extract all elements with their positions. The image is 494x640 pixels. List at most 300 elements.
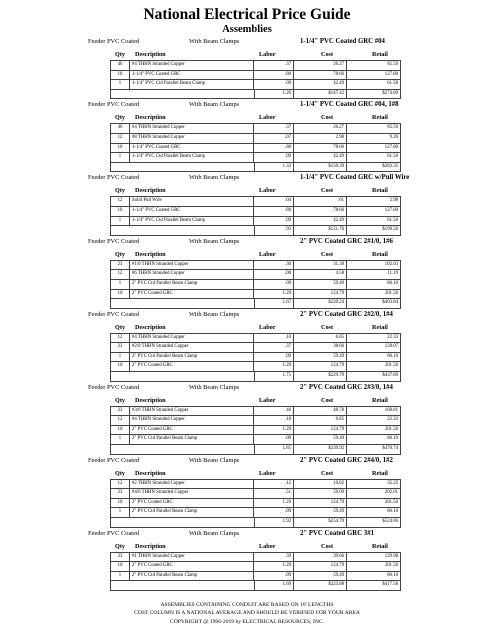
- table-row: [111, 498, 400, 508]
- qty-cell: 10: [111, 426, 130, 435]
- retail-cell: 128.07: [384, 344, 398, 350]
- column-header-retail: Retail: [372, 187, 388, 195]
- cost-cell: 78.66: [294, 71, 347, 80]
- section-mounting: With Beam Clamps: [189, 310, 240, 318]
- labor-cell: 1.20: [254, 426, 294, 435]
- labor-cell: .12: [254, 480, 294, 489]
- column-header-description: Description: [135, 323, 166, 331]
- column-header-qty: Qty: [115, 51, 125, 58]
- qty-cell: 12: [111, 197, 130, 206]
- labor-cell: .07: [254, 134, 294, 143]
- table-row: [111, 361, 400, 371]
- section-category: Feeder PVC Coated: [88, 456, 140, 464]
- total-qty-blank: [111, 581, 129, 590]
- labor-cell: .09: [254, 572, 294, 581]
- labor-cell: .46: [254, 407, 294, 416]
- section-mounting: With Beam Clamps: [189, 237, 240, 245]
- cost-cell: 59.69: [294, 489, 347, 498]
- description-cell: 1-1/4" PVC Coated GRC: [129, 71, 254, 80]
- description-cell: #4 THHN Stranded Copper: [129, 124, 254, 133]
- table-row: [111, 152, 400, 162]
- table-row: [111, 488, 400, 498]
- retail-cell: 201.50: [384, 363, 398, 369]
- qty-cell: 10: [111, 362, 130, 371]
- cost-cell: 124.79: [294, 426, 347, 435]
- retail-cell: 201.50: [384, 290, 398, 296]
- cost-cell: 6.85: [294, 334, 347, 343]
- column-header-qty: Qty: [115, 542, 125, 550]
- column-header-labor: Labor: [259, 323, 276, 331]
- qty-cell: 10: [111, 144, 130, 153]
- section-title: 1-1/4" PVC Coated GRC #04, 1#8: [300, 101, 399, 109]
- assembly-table: [110, 123, 401, 172]
- description-cell: 2" PVC Coated GRC: [129, 499, 254, 508]
- labor-cell: .09: [254, 280, 294, 289]
- description-cell: 2" PVC Coated GRC: [129, 562, 254, 571]
- column-header-cost: Cost: [321, 51, 334, 58]
- qty-cell: 12: [111, 270, 130, 279]
- column-headers: [0, 467, 494, 479]
- labor-cell: .37: [254, 343, 294, 352]
- assembly-section: [0, 36, 494, 99]
- column-header-qty: Qty: [115, 469, 125, 477]
- description-cell: #4 THHN Stranded Copper: [129, 61, 254, 70]
- table-row: [111, 571, 400, 581]
- section-header: [0, 309, 494, 321]
- retail-cell: 86.10: [387, 280, 398, 286]
- description-cell: 2" PVC Coated GRC: [129, 362, 254, 371]
- section-header: [0, 99, 494, 111]
- qty-cell: 1: [111, 353, 130, 362]
- qty-cell: 46: [111, 61, 130, 70]
- labor-cell: .80: [254, 71, 294, 80]
- assembly-section: [0, 309, 494, 382]
- table-row: [111, 333, 400, 343]
- section-mounting: With Beam Clamps: [189, 529, 240, 537]
- column-header-qty: Qty: [115, 323, 125, 331]
- total-labor-cell: 1.67: [254, 299, 294, 308]
- retail-cell: 61.50: [387, 217, 398, 223]
- total-row: [111, 298, 400, 309]
- qty-cell: 10: [111, 499, 130, 508]
- description-cell: 1-1/4" PVC Coated GRC: [129, 207, 254, 216]
- column-header-retail: Retail: [372, 542, 388, 550]
- retail-cell: 127.80: [384, 144, 398, 150]
- cost-cell: 10.82: [294, 480, 347, 489]
- table-row: [111, 206, 400, 216]
- column-header-qty: Qty: [115, 114, 125, 122]
- retail-cell: 22.33: [387, 417, 398, 423]
- column-header-retail: Retail: [372, 323, 388, 331]
- section-category: Feeder PVC Coated: [88, 38, 140, 45]
- table-row: [111, 552, 400, 562]
- cost-cell: 124.79: [294, 499, 347, 508]
- total-desc-blank: [129, 299, 254, 308]
- column-headers: [0, 184, 494, 196]
- column-header-labor: Labor: [259, 469, 276, 477]
- column-header-labor: Labor: [259, 542, 276, 550]
- labor-cell: .08: [254, 270, 294, 279]
- retail-cell: 127.80: [384, 71, 398, 77]
- section-header: [0, 36, 494, 48]
- retail-cell: 201.50: [384, 426, 398, 432]
- qty-cell: 23: [111, 407, 130, 416]
- labor-cell: 1.20: [254, 290, 294, 299]
- column-header-description: Description: [135, 250, 166, 258]
- section-header: [0, 455, 494, 467]
- qty-cell: 1: [111, 435, 130, 444]
- column-headers: [0, 111, 494, 123]
- section-category: Feeder PVC Coated: [88, 383, 140, 391]
- assembly-section: [0, 172, 494, 235]
- cost-cell: .61: [294, 197, 347, 206]
- retail-cell: 61.50: [387, 154, 398, 160]
- column-headers: [0, 321, 494, 333]
- description-cell: #4/0 THHN Stranded Copper: [129, 489, 254, 498]
- assembly-table: [110, 406, 401, 455]
- labor-cell: .09: [254, 508, 294, 517]
- description-cell: #6 THHN Stranded Copper: [129, 270, 254, 279]
- section-title: 2" PVC Coated GRC 2#4/0, 1#2: [300, 456, 393, 464]
- total-desc-blank: [129, 226, 254, 235]
- column-header-description: Description: [135, 114, 166, 122]
- total-desc-blank: [129, 163, 254, 172]
- description-cell: 2" PVC Ctd Parallel Beam Clamp: [129, 435, 254, 444]
- cost-cell: 59.49: [294, 572, 347, 581]
- labor-cell: .09: [254, 217, 294, 226]
- total-qty-blank: [111, 372, 129, 381]
- cost-cell: 2.98: [294, 134, 347, 143]
- column-header-description: Description: [135, 51, 166, 58]
- column-header-retail: Retail: [372, 250, 388, 258]
- table-row: [111, 434, 400, 444]
- total-qty-blank: [111, 90, 129, 99]
- cost-cell: 31.38: [294, 261, 347, 270]
- footer-note-cost: COST COLUMN IS A NATIONAL AVERAGE AND SHOULD BE VERIFIED FOR YOUR AREA: [134, 610, 360, 617]
- retail-cell: 22.33: [387, 334, 398, 340]
- column-header-labor: Labor: [259, 51, 276, 58]
- description-cell: 2" PVC Ctd Parallel Beam Clamp: [129, 572, 254, 581]
- qty-cell: 1: [111, 80, 130, 89]
- total-qty-blank: [111, 163, 129, 172]
- total-cost-cell: $220.24: [294, 299, 347, 308]
- total-cost-cell: $150.39: [294, 163, 347, 172]
- cost-cell: 124.79: [294, 362, 347, 371]
- retail-cell: 86.10: [387, 436, 398, 442]
- total-retail-cell: $274.89: [382, 90, 398, 96]
- section-category: Feeder PVC Coated: [88, 237, 140, 245]
- column-header-description: Description: [135, 187, 166, 195]
- total-labor-cell: 1.26: [254, 90, 294, 99]
- retail-cell: 85.59: [387, 125, 398, 131]
- retail-cell: 85.59: [387, 62, 398, 67]
- cost-cell: 48.78: [294, 407, 347, 416]
- labor-cell: .09: [254, 153, 294, 162]
- table-row: [111, 269, 400, 279]
- total-row: [111, 580, 400, 591]
- qty-cell: 12: [111, 334, 130, 343]
- column-header-labor: Labor: [259, 396, 276, 404]
- qty-cell: 10: [111, 290, 130, 299]
- column-header-cost: Cost: [321, 187, 334, 195]
- section-title: 2" PVC Coated GRC 2#2/0, 1#4: [300, 310, 393, 318]
- column-header-retail: Retail: [372, 51, 388, 58]
- qty-cell: 23: [111, 261, 130, 270]
- total-labor-cell: 1.75: [254, 372, 294, 381]
- total-desc-blank: [129, 445, 254, 454]
- cost-cell: 59.49: [294, 353, 347, 362]
- description-cell: 1-1/4" PVC Ctd Parallel Beam Clamp: [129, 217, 254, 226]
- column-header-cost: Cost: [321, 323, 334, 331]
- total-cost-cell: $239.92: [294, 445, 347, 454]
- cost-cell: 78.66: [294, 207, 347, 216]
- section-mounting: With Beam Clamps: [189, 174, 240, 182]
- section-header: [0, 382, 494, 394]
- cost-cell: 42.49: [294, 217, 347, 226]
- retail-cell: 86.10: [387, 509, 398, 515]
- retail-cell: 61.50: [387, 81, 398, 87]
- section-title: 1-1/4" PVC Coated GRC #04: [300, 38, 385, 45]
- section-title: 2" PVC Coated GRC 3#1: [300, 529, 375, 537]
- section-mounting: With Beam Clamps: [189, 456, 240, 464]
- retail-cell: 102.03: [384, 261, 398, 267]
- labor-cell: .09: [254, 435, 294, 444]
- column-header-retail: Retail: [372, 114, 388, 122]
- labor-cell: .51: [254, 489, 294, 498]
- description-cell: 2" PVC Coated GRC: [129, 426, 254, 435]
- total-retail-cell: $283.35: [382, 163, 398, 169]
- total-row: [111, 371, 400, 382]
- cost-cell: 6.85: [294, 416, 347, 425]
- section-category: Feeder PVC Coated: [88, 310, 140, 318]
- qty-cell: 33: [111, 553, 130, 562]
- total-retail-cell: $437.89: [382, 373, 398, 379]
- description-cell: #8 THHN Stranded Copper: [129, 134, 254, 143]
- section-header: [0, 172, 494, 184]
- cost-cell: 4.58: [294, 270, 347, 279]
- column-headers: [0, 394, 494, 406]
- description-cell: 2" PVC Ctd Parallel Beam Clamp: [129, 280, 254, 289]
- assembly-table: [110, 260, 401, 309]
- assembly-table: [110, 479, 401, 528]
- total-row: [111, 89, 400, 100]
- column-headers: [0, 540, 494, 552]
- column-header-cost: Cost: [321, 250, 334, 258]
- qty-cell: 12: [111, 480, 130, 489]
- column-header-description: Description: [135, 542, 166, 550]
- column-header-retail: Retail: [372, 396, 388, 404]
- qty-cell: 1: [111, 153, 130, 162]
- section-mounting: With Beam Clamps: [189, 101, 240, 109]
- section-title: 2" PVC Coated GRC 2#1/0, 1#6: [300, 237, 393, 245]
- column-header-cost: Cost: [321, 114, 334, 122]
- description-cell: #2/0 THHN Stranded Copper: [129, 343, 254, 352]
- qty-cell: 23: [111, 343, 130, 352]
- table-row: [111, 79, 400, 89]
- total-cost-cell: $121.76: [294, 226, 347, 235]
- total-row: [111, 225, 400, 236]
- total-qty-blank: [111, 226, 129, 235]
- description-cell: #4 THHN Stranded Copper: [129, 334, 254, 343]
- cost-cell: 78.66: [294, 144, 347, 153]
- description-cell: 1-1/4" PVC Coated GRC: [129, 144, 254, 153]
- labor-cell: .09: [254, 353, 294, 362]
- qty-cell: 12: [111, 134, 130, 143]
- table-row: [111, 342, 400, 352]
- assembly-section: [0, 236, 494, 309]
- cost-cell: 124.79: [294, 562, 347, 571]
- labor-cell: .10: [254, 416, 294, 425]
- section-header: [0, 236, 494, 248]
- labor-cell: 1.20: [254, 562, 294, 571]
- retail-cell: 129.98: [384, 553, 398, 559]
- labor-cell: 1.20: [254, 499, 294, 508]
- total-labor-cell: 1.85: [254, 445, 294, 454]
- labor-cell: .04: [254, 197, 294, 206]
- cost-cell: 59.49: [294, 435, 347, 444]
- column-header-retail: Retail: [372, 469, 388, 477]
- column-header-labor: Labor: [259, 114, 276, 122]
- column-header-cost: Cost: [321, 542, 334, 550]
- table-row: [111, 216, 400, 226]
- footer-copyright: COPYRIGHT @ 1996-2019 by ELECTRICAL RESOURCES, INC.: [169, 618, 324, 625]
- cost-cell: 124.79: [294, 290, 347, 299]
- retail-cell: 201.50: [384, 499, 398, 505]
- table-row: [111, 406, 400, 416]
- labor-cell: .30: [254, 261, 294, 270]
- cost-cell: 59.49: [294, 508, 347, 517]
- assembly-table: [110, 196, 401, 235]
- assembly-sections: [0, 36, 494, 591]
- description-cell: 1-1/4" PVC Ctd Parallel Beam Clamp: [129, 80, 254, 89]
- retail-cell: 9.26: [389, 134, 398, 140]
- column-header-labor: Labor: [259, 250, 276, 258]
- table-row: [111, 143, 400, 153]
- total-qty-blank: [111, 445, 129, 454]
- qty-cell: 12: [111, 416, 130, 425]
- description-cell: #1 THHN Stranded Copper: [129, 553, 254, 562]
- table-row: [111, 507, 400, 517]
- assembly-section: [0, 455, 494, 528]
- total-retail-cell: $403.84: [382, 300, 398, 306]
- section-category: Feeder PVC Coated: [88, 529, 140, 537]
- section-title: 1-1/4" PVC Coated GRC w/Pull Wire: [300, 174, 410, 182]
- cost-cell: 39.66: [294, 553, 347, 562]
- table-row: [111, 415, 400, 425]
- labor-cell: .10: [254, 334, 294, 343]
- section-title: 2" PVC Coated GRC 2#3/0, 1#4: [300, 383, 393, 391]
- column-header-labor: Labor: [259, 187, 276, 195]
- qty-cell: 1: [111, 280, 130, 289]
- assembly-table: [110, 333, 401, 382]
- total-retail-cell: $524.86: [382, 519, 398, 524]
- qty-cell: 10: [111, 71, 130, 80]
- total-qty-blank: [111, 518, 129, 527]
- labor-cell: .37: [254, 124, 294, 133]
- assembly-table: [110, 552, 401, 591]
- total-labor-cell: 1.33: [254, 163, 294, 172]
- description-cell: #4 THHN Stranded Copper: [129, 416, 254, 425]
- table-row: [111, 289, 400, 299]
- column-header-description: Description: [135, 469, 166, 477]
- retail-cell: 127.80: [384, 207, 398, 213]
- labor-cell: .80: [254, 144, 294, 153]
- qty-cell: 46: [111, 124, 130, 133]
- assembly-section: [0, 99, 494, 172]
- cost-cell: 42.49: [294, 153, 347, 162]
- table-row: [111, 196, 400, 206]
- page-title: National Electrical Price Guide: [143, 6, 351, 23]
- labor-cell: .39: [254, 553, 294, 562]
- column-header-qty: Qty: [115, 250, 125, 258]
- total-cost-cell: $147.42: [294, 90, 347, 99]
- description-cell: #3/0 THHN Stranded Copper: [129, 407, 254, 416]
- cost-cell: 26.27: [294, 124, 347, 133]
- retail-cell: 201.50: [384, 563, 398, 569]
- table-row: [111, 133, 400, 143]
- description-cell: 1-1/4" PVC Ctd Parallel Beam Clamp: [129, 153, 254, 162]
- total-row: [111, 162, 400, 173]
- qty-cell: 1: [111, 508, 130, 517]
- retail-cell: 160.81: [384, 407, 398, 413]
- total-row: [111, 444, 400, 455]
- description-cell: #1/0 THHN Stranded Copper: [129, 261, 254, 270]
- column-header-qty: Qty: [115, 396, 125, 404]
- cost-cell: 26.27: [294, 61, 347, 70]
- page-subtitle: Assemblies: [222, 24, 272, 35]
- assembly-section: [0, 382, 494, 455]
- section-category: Feeder PVC Coated: [88, 101, 140, 109]
- column-header-qty: Qty: [115, 187, 125, 195]
- total-desc-blank: [129, 90, 254, 99]
- column-header-description: Description: [135, 396, 166, 404]
- table-row: [111, 70, 400, 80]
- labor-cell: .09: [254, 80, 294, 89]
- table-row: [111, 279, 400, 289]
- qty-cell: 1: [111, 572, 130, 581]
- retail-cell: 86.10: [387, 353, 398, 359]
- description-cell: 2" PVC Ctd Parallel Beam Clamp: [129, 353, 254, 362]
- assembly-table: [110, 60, 401, 99]
- description-cell: 2" PVC Coated GRC: [129, 290, 254, 299]
- total-retail-cell: $417.58: [382, 582, 398, 588]
- column-headers: [0, 248, 494, 260]
- retail-cell: 11.19: [387, 271, 398, 277]
- section-category: Feeder PVC Coated: [88, 174, 140, 182]
- page-footer: [0, 601, 494, 626]
- total-cost-cell: $254.79: [294, 518, 347, 527]
- table-row: [111, 561, 400, 571]
- section-mounting: With Beam Clamps: [189, 38, 240, 45]
- total-desc-blank: [129, 372, 254, 381]
- cost-cell: 38.66: [294, 343, 347, 352]
- table-row: [111, 425, 400, 435]
- total-labor-cell: 1.92: [254, 518, 294, 527]
- column-header-cost: Cost: [321, 396, 334, 404]
- total-cost-cell: $223.88: [294, 581, 347, 590]
- section-header: [0, 528, 494, 540]
- retail-cell: 86.10: [387, 572, 398, 578]
- retail-cell: 2.98: [389, 198, 398, 204]
- retail-cell: 202.01: [384, 490, 398, 496]
- column-header-cost: Cost: [321, 469, 334, 477]
- qty-cell: 1: [111, 217, 130, 226]
- total-cost-cell: $229.79: [294, 372, 347, 381]
- table-row: [111, 260, 400, 270]
- table-row: [111, 60, 400, 70]
- table-row: [111, 123, 400, 133]
- labor-cell: .37: [254, 61, 294, 70]
